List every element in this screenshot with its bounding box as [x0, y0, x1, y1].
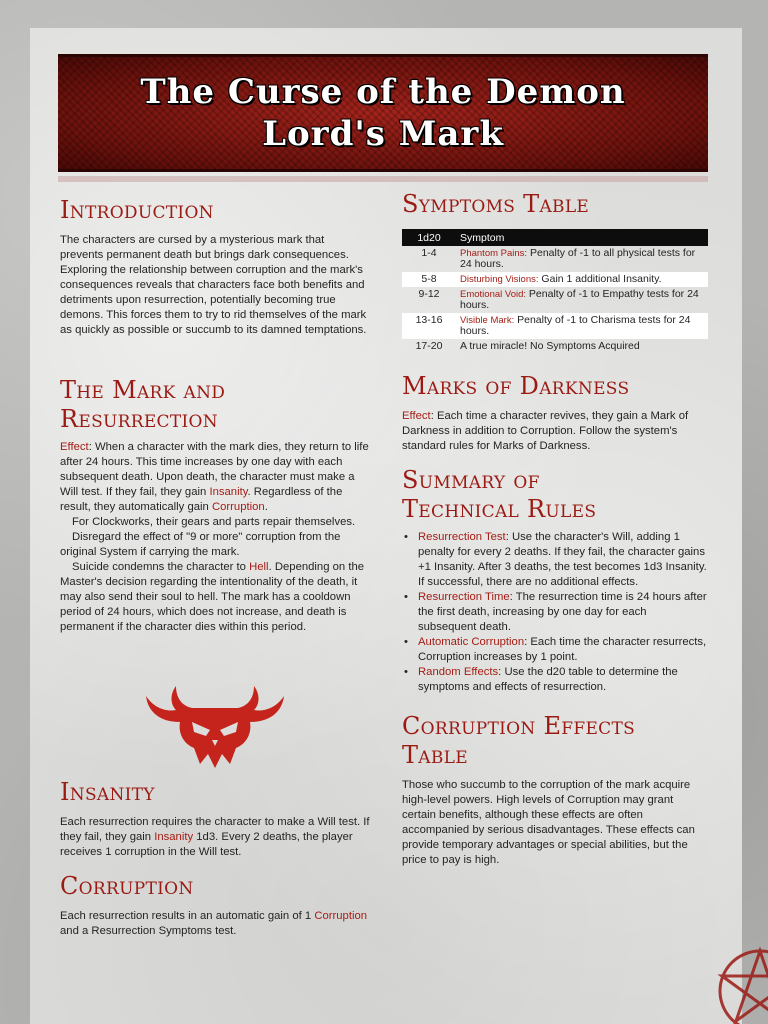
text-span: Suicide condemns the character to	[72, 561, 250, 573]
col-symptom: Symptom	[456, 229, 708, 246]
text-span: Each resurrection results in an automatic gain of 1	[60, 910, 315, 922]
table-row	[402, 272, 708, 287]
heading-line: Corruption Effects	[402, 712, 636, 740]
title-line-1: The Curse of the Demon	[140, 72, 626, 112]
corruption-section	[60, 872, 370, 939]
text-span: : Each time a character revives, they gain a Mark of Darkness in addition to Corruption. Follow the system's standard rules for Marks of Darkness.	[402, 410, 689, 452]
heading-line: Table	[402, 741, 468, 769]
text-span: .	[264, 501, 268, 513]
insanity-link: Insanity	[209, 486, 248, 498]
mark-resurrection-section	[60, 376, 370, 635]
text-span: Each resurrection requires the character to make a Will test. If they fail, they gain	[60, 816, 370, 843]
corruption-link: Corruption	[314, 910, 368, 922]
corruption-effects-section	[402, 712, 708, 868]
roll-cell: 9-12	[418, 288, 440, 300]
rule-label: Random Effects	[418, 666, 499, 678]
introduction-section	[60, 196, 370, 338]
heading-line: Summary of	[402, 466, 540, 494]
effect-label: Effect	[60, 441, 89, 453]
symptom-cell	[456, 313, 708, 339]
marks-darkness-heading: Marks of Darkness	[402, 372, 630, 400]
symptom-cell	[456, 272, 708, 287]
summary-heading	[402, 466, 708, 524]
symptom-text: Penalty of -1 to all physical tests for 24 hours.	[460, 247, 696, 270]
insanity-heading: Insanity	[60, 778, 155, 806]
symptom-name: Phantom Pains:	[460, 248, 528, 259]
text-span: 1d3. Every 2 deaths, the player receives 1 corruption in the Will test.	[60, 831, 353, 858]
symptom-cell	[456, 246, 708, 272]
list-item	[402, 530, 708, 590]
symptom-name: Visible Mark:	[460, 315, 515, 326]
rule-text: : Each time the character resurrects, Corruption increases by 1 point.	[418, 636, 707, 663]
introduction-text: The characters are cursed by a mysterious mark that prevents permanent death but brings dark consequences. Exploring the relationship between corruption and the mark's consequences reveals that characters face both benefits and detriments upon resurrection, potentially becoming true demons. This forces them to try to rid themselves of the mark as quickly as possible or succumb to its damned temptations.	[60, 234, 367, 336]
clockworks-text: For Clockworks, their gears and parts repair themselves.	[72, 516, 356, 528]
text-span: . Regardless of the result, they automatically gain	[60, 486, 343, 513]
corruption-heading: Corruption	[60, 872, 194, 900]
pentagram-icon	[700, 936, 768, 1024]
roll-cell: 5-8	[402, 272, 456, 287]
rule-text: : Use the character's Will, adding 1 penalty for every 2 deaths. If they fail, the character gains +1 Insanity. After 3 deaths, the test becomes 1d3 Insanity. If successful, there are no additional effects.	[418, 531, 707, 588]
corruption-link: Corruption	[211, 501, 265, 513]
title-line-2: Lord's Mark	[262, 114, 504, 154]
rule-text: : Use the d20 table to determine the symptoms and effects of resurrection.	[418, 666, 678, 693]
rule-label: Automatic Corruption	[418, 636, 525, 648]
symptom-text: Penalty of -1 to Charisma tests for 24 hours.	[460, 314, 691, 337]
table-header-row	[402, 229, 708, 246]
heading-line: Technical Rules	[402, 495, 597, 523]
mark-effect-text	[60, 440, 370, 515]
symptoms-heading: Symptoms Table	[402, 190, 590, 218]
summary-list	[402, 530, 708, 695]
mark-resurrection-heading	[60, 376, 370, 434]
insanity-link: Insanity	[154, 831, 194, 843]
effect-label: Effect	[402, 410, 431, 422]
insanity-text	[60, 815, 370, 860]
summary-section	[402, 466, 708, 695]
table-row	[402, 313, 708, 339]
roll-cell: 1-4	[421, 247, 437, 259]
symptom-text: Penalty of -1 to Empathy tests for 24 hours.	[460, 288, 699, 311]
text-span: : When a character with the mark dies, they return to life after 24 hours. This time increases by one day with each subsequent death. Upon death, the character must make a Will test. If they fail, they gain	[60, 441, 369, 498]
symptom-name: Emotional Void:	[460, 289, 527, 300]
heading-line: Resurrection	[60, 405, 218, 433]
heading-line: The Mark and	[60, 376, 226, 404]
rule-text: : The resurrection time is 24 hours after the first death, increasing by one day for each subsequent death.	[418, 591, 707, 633]
marks-darkness-section	[402, 372, 708, 454]
table-row	[402, 287, 708, 313]
corruption-effects-heading	[402, 712, 708, 770]
insanity-section	[60, 778, 370, 860]
rule-label: Resurrection Time	[418, 591, 510, 603]
symptom-text: A true miracle! No Symptoms Acquired	[460, 340, 640, 352]
table-row	[402, 246, 708, 272]
disregard-text: Disregard the effect of "9 or more" corruption from the original System if carrying the mark.	[60, 531, 341, 558]
demon-skull-icon	[140, 682, 290, 772]
text-span: . Depending on the Master's decision regarding the intentionality of the death, it may also send their soul to hell. The mark has a cooldown period of 24 hours, which does not increase, and death is permanent if the character dies within this period.	[60, 561, 365, 633]
title-banner	[58, 54, 708, 172]
corruption-text	[60, 909, 370, 939]
rule-label: Resurrection Test	[418, 531, 506, 543]
roll-cell: 13-16	[402, 313, 456, 339]
symptoms-section	[402, 190, 708, 354]
list-item	[402, 665, 708, 695]
symptom-cell	[456, 287, 708, 313]
table-row	[402, 339, 708, 354]
roll-cell: 17-20	[415, 340, 443, 352]
corruption-effects-text: Those who succumb to the corruption of the mark acquire high-level powers. High levels of Corruption may grant certain benefits, although these effects are often accompanied by serious disadvantages. These effects can provide temporary advantages or special abilities, but the price to pay is high.	[402, 779, 695, 866]
hell-link: Hell	[249, 561, 269, 573]
symptom-cell	[456, 339, 708, 354]
list-item	[402, 635, 708, 665]
introduction-heading: Introduction	[60, 196, 214, 224]
marks-darkness-text	[402, 409, 708, 454]
symptom-name: Disturbing Visions:	[460, 274, 539, 285]
list-item	[402, 590, 708, 635]
col-roll: 1d20	[402, 229, 456, 246]
symptom-text: Gain 1 additional Insanity.	[538, 273, 662, 285]
text-span: and a Resurrection Symptoms test.	[60, 925, 237, 937]
suicide-text	[60, 560, 370, 635]
symptoms-table	[402, 229, 708, 354]
banner-stripe	[58, 176, 708, 182]
